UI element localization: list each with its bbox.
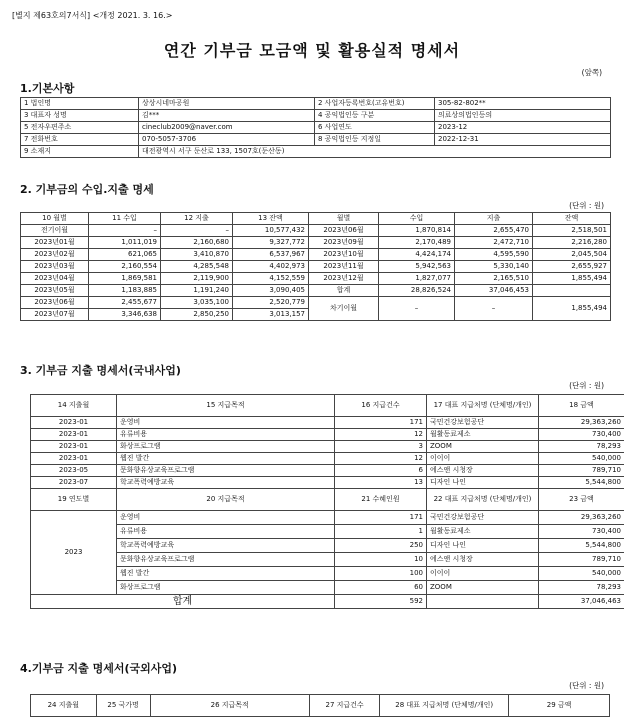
table-cell: 2023년04월: [21, 273, 89, 285]
carry-in: –: [379, 297, 455, 321]
table-cell: 9,327,772: [233, 237, 309, 249]
column-header: 24 지출월: [31, 695, 97, 717]
amount-cell: 540,000: [539, 567, 624, 581]
table-header-row: [31, 395, 624, 417]
field-label: 9 소재지: [21, 146, 139, 158]
payee-cell: 디자인 나인: [427, 477, 539, 489]
field-value: 070-5057-3706: [139, 134, 315, 146]
purpose-cell: 유류비용: [117, 429, 335, 441]
table-cell: 3,410,870: [161, 249, 233, 261]
table-cell: 37,046,453: [455, 285, 533, 297]
table-cell: 2023년07월: [21, 309, 89, 321]
table-row: [31, 417, 624, 429]
table-cell: 합계: [309, 285, 379, 297]
field-label: 6 사업연도: [315, 122, 435, 134]
basic-info-row: [21, 134, 611, 146]
field-value: cineclub2009@naver.com: [139, 122, 315, 134]
payee-cell: 에스앤 시청장: [427, 465, 539, 477]
column-header: 13 잔액: [233, 213, 309, 225]
column-header: 15 지급목적: [117, 395, 335, 417]
table-cell: 2023년12월: [309, 273, 379, 285]
table-cell: 1,870,814: [379, 225, 455, 237]
table-row: [31, 525, 624, 539]
field-value: 의료상의법인등의: [435, 110, 611, 122]
column-header: 잔액: [533, 213, 611, 225]
column-header: 21 수혜인원: [335, 489, 427, 511]
section-3-unit: (단위 : 원): [569, 380, 604, 391]
purpose-cell: 웹진 발간: [117, 453, 335, 465]
section-4-unit: (단위 : 원): [569, 680, 604, 691]
table-row: [31, 429, 624, 441]
table-row: [21, 249, 611, 261]
carry-out: –: [455, 297, 533, 321]
amount-cell: 29,363,260: [539, 417, 624, 429]
table-row: [31, 441, 624, 453]
table-row: [21, 273, 611, 285]
table-header-row: [31, 695, 610, 717]
year-cell: 2023: [31, 511, 117, 595]
field-value: 대전광역시 서구 둔산로 133, 1507호(둔산동): [139, 146, 611, 158]
column-header: 19 연도별: [31, 489, 117, 511]
table-cell: 1,191,240: [161, 285, 233, 297]
column-header: 12 지출: [161, 213, 233, 225]
column-header: 28 대표 지급처명 (단체명/개인): [380, 695, 509, 717]
table-row: [21, 237, 611, 249]
table-cell: 2,170,489: [379, 237, 455, 249]
count-cell: 6: [335, 465, 427, 477]
column-header: 월별: [309, 213, 379, 225]
payee-cell: ZOOM: [427, 441, 539, 453]
carry-label: 차기이월: [309, 297, 379, 321]
amount-cell: 540,000: [539, 453, 624, 465]
table-cell: 2,160,680: [161, 237, 233, 249]
field-value: 상상시네마공원: [139, 98, 315, 110]
table-cell: 4,152,559: [233, 273, 309, 285]
amount-cell: 5,544,800: [539, 539, 624, 553]
section-4-title: 4.기부금 지출 명세서(국외사업): [20, 660, 177, 676]
table-row: [31, 553, 624, 567]
field-label: 8 공익법인등 지정일: [315, 134, 435, 146]
payee-cell: 국민건강보험공단: [427, 417, 539, 429]
table-cell: 2,655,927: [533, 261, 611, 273]
field-label: 1 법인명: [21, 98, 139, 110]
month-cell: 2023-01: [31, 417, 117, 429]
table-cell: 3,013,157: [233, 309, 309, 321]
table-cell: 5,330,140: [455, 261, 533, 273]
table-cell: 4,285,548: [161, 261, 233, 273]
empty-cell: [427, 595, 539, 609]
amount-cell: 78,293: [539, 441, 624, 453]
purpose-cell: 운영비: [117, 511, 335, 525]
table-row: [31, 581, 624, 595]
payee-cell: ZOOM: [427, 581, 539, 595]
table-cell: 28,826,524: [379, 285, 455, 297]
field-label: 3 대표자 성명: [21, 110, 139, 122]
table-cell: 10,577,432: [233, 225, 309, 237]
table-cell: 2023년05월: [21, 285, 89, 297]
table-cell: [533, 285, 611, 297]
column-header: 17 대표 지급처명 (단체명/개인): [427, 395, 539, 417]
table-cell: 2,655,470: [455, 225, 533, 237]
column-header: 수입: [379, 213, 455, 225]
column-header: 지출: [455, 213, 533, 225]
section-2-unit: (단위 : 원): [569, 200, 604, 211]
table-cell: 2023년01월: [21, 237, 89, 249]
table-cell: 621,065: [89, 249, 161, 261]
payee-cell: 에스앤 시청장: [427, 553, 539, 567]
payee-cell: 디자인 나인: [427, 539, 539, 553]
month-cell: 2023-01: [31, 453, 117, 465]
purpose-cell: 화상프로그램: [117, 581, 335, 595]
payee-cell: 월활동료제소: [427, 429, 539, 441]
table-cell: –: [161, 225, 233, 237]
purpose-cell: 학교폭력예방교육: [117, 539, 335, 553]
count-cell: 250: [335, 539, 427, 553]
basic-info-row: [21, 98, 611, 110]
table-cell: 2,518,501: [533, 225, 611, 237]
basic-info-row: [21, 122, 611, 134]
table-row: [21, 297, 611, 309]
field-value: 김***: [139, 110, 315, 122]
payee-cell: 월활동료제소: [427, 525, 539, 539]
table-cell: 3,035,100: [161, 297, 233, 309]
basic-info-table: [20, 97, 611, 158]
basic-info-row: [21, 110, 611, 122]
total-amount: 37,046,463: [539, 595, 624, 609]
section-3-title: 3. 기부금 지출 명세서(국내사업): [20, 362, 181, 378]
field-label: 7 전화번호: [21, 134, 139, 146]
column-header: 10 월별: [21, 213, 89, 225]
purpose-cell: 화상프로그램: [117, 441, 335, 453]
purpose-cell: 학교폭력예방교육: [117, 477, 335, 489]
total-row: [31, 595, 624, 609]
count-cell: 60: [335, 581, 427, 595]
table-cell: 1,869,581: [89, 273, 161, 285]
table-cell: 4,595,590: [455, 249, 533, 261]
table-cell: 전기이월: [21, 225, 89, 237]
payee-cell: 이이이: [427, 453, 539, 465]
purpose-cell: 웹진 발간: [117, 567, 335, 581]
column-header: 25 국가명: [96, 695, 150, 717]
amount-cell: 29,363,260: [539, 511, 624, 525]
table-row: [21, 285, 611, 297]
amount-cell: 730,400: [539, 525, 624, 539]
table-cell: 2023년09월: [309, 237, 379, 249]
count-cell: 3: [335, 441, 427, 453]
form-header-note: [별지 제63호의7서식] <개정 2021. 3. 16.>: [12, 10, 172, 21]
domestic-expense-table: [30, 394, 624, 609]
table-cell: 2,850,250: [161, 309, 233, 321]
column-header: 20 지급목적: [117, 489, 335, 511]
amount-cell: 789,710: [539, 465, 624, 477]
column-header: 29 금액: [509, 695, 610, 717]
page-note: (앞쪽): [582, 67, 602, 78]
table-cell: 2,520,779: [233, 297, 309, 309]
section-1-title: 1.기본사항: [20, 80, 74, 96]
table-cell: 2,455,677: [89, 297, 161, 309]
table-cell: 2,160,554: [89, 261, 161, 273]
table-cell: 2,045,504: [533, 249, 611, 261]
income-expense-table: [20, 212, 611, 321]
table-cell: 6,537,967: [233, 249, 309, 261]
column-header: 26 지급목적: [150, 695, 309, 717]
table-cell: 2,165,510: [455, 273, 533, 285]
table-cell: 2023년02월: [21, 249, 89, 261]
total-label: 합계: [31, 595, 335, 609]
basic-info-row: [21, 146, 611, 158]
table-cell: 1,827,077: [379, 273, 455, 285]
column-header: 23 금액: [539, 489, 624, 511]
month-cell: 2023-01: [31, 441, 117, 453]
table-row: [31, 465, 624, 477]
table-header-row: [21, 213, 611, 225]
field-value: 2022-12-31: [435, 134, 611, 146]
total-count: 592: [335, 595, 427, 609]
month-cell: 2023-05: [31, 465, 117, 477]
table-cell: 2,119,900: [161, 273, 233, 285]
column-header: 11 수입: [89, 213, 161, 225]
table-header-row: [31, 489, 624, 511]
count-cell: 100: [335, 567, 427, 581]
table-row: [31, 477, 624, 489]
table-cell: –: [89, 225, 161, 237]
table-cell: 3,090,405: [233, 285, 309, 297]
table-cell: 1,183,885: [89, 285, 161, 297]
section-2-title: 2. 기부금의 수입.지출 명세: [20, 181, 154, 197]
table-cell: 2023년11월: [309, 261, 379, 273]
count-cell: 171: [335, 511, 427, 525]
column-header: 14 지출월: [31, 395, 117, 417]
count-cell: 13: [335, 477, 427, 489]
count-cell: 171: [335, 417, 427, 429]
amount-cell: 730,400: [539, 429, 624, 441]
page-title: 연간 기부금 모금액 및 활용실적 명세서: [0, 38, 624, 61]
count-cell: 10: [335, 553, 427, 567]
table-cell: 5,942,563: [379, 261, 455, 273]
table-cell: 4,424,174: [379, 249, 455, 261]
table-row: [31, 511, 624, 525]
amount-cell: 789,710: [539, 553, 624, 567]
count-cell: 12: [335, 429, 427, 441]
count-cell: 1: [335, 525, 427, 539]
table-cell: 3,346,638: [89, 309, 161, 321]
column-header: 22 대표 지급처명 (단체명/개인): [427, 489, 539, 511]
table-cell: 2023년06월: [309, 225, 379, 237]
table-cell: 2,216,280: [533, 237, 611, 249]
purpose-cell: 유류비용: [117, 525, 335, 539]
table-cell: 2023년06월: [21, 297, 89, 309]
purpose-cell: 문화향유상교육프로그램: [117, 553, 335, 567]
column-header: 18 금액: [539, 395, 624, 417]
payee-cell: 국민건강보험공단: [427, 511, 539, 525]
table-row: [31, 567, 624, 581]
table-cell: 1,011,019: [89, 237, 161, 249]
table-cell: 1,855,494: [533, 273, 611, 285]
field-label: 4 공익법인등 구분: [315, 110, 435, 122]
column-header: 16 지급건수: [335, 395, 427, 417]
table-row: [21, 261, 611, 273]
field-value: 305-82-802**: [435, 98, 611, 110]
table-cell: 2023년10월: [309, 249, 379, 261]
field-label: 5 전자우편주소: [21, 122, 139, 134]
carry-balance: 1,855,494: [533, 297, 611, 321]
purpose-cell: 운영비: [117, 417, 335, 429]
amount-cell: 78,293: [539, 581, 624, 595]
purpose-cell: 문화향유상교육프로그램: [117, 465, 335, 477]
table-cell: 2,472,710: [455, 237, 533, 249]
column-header: 27 지급건수: [309, 695, 379, 717]
payee-cell: 이이이: [427, 567, 539, 581]
month-cell: 2023-01: [31, 429, 117, 441]
amount-cell: 5,544,800: [539, 477, 624, 489]
count-cell: 12: [335, 453, 427, 465]
field-value: 2023-12: [435, 122, 611, 134]
overseas-expense-table: [30, 694, 610, 717]
table-row: [31, 453, 624, 465]
table-cell: 2023년03월: [21, 261, 89, 273]
table-cell: 4,402,973: [233, 261, 309, 273]
field-label: 2 사업자등록번호(고유번호): [315, 98, 435, 110]
month-cell: 2023-07: [31, 477, 117, 489]
table-row: [21, 225, 611, 237]
table-row: [31, 539, 624, 553]
